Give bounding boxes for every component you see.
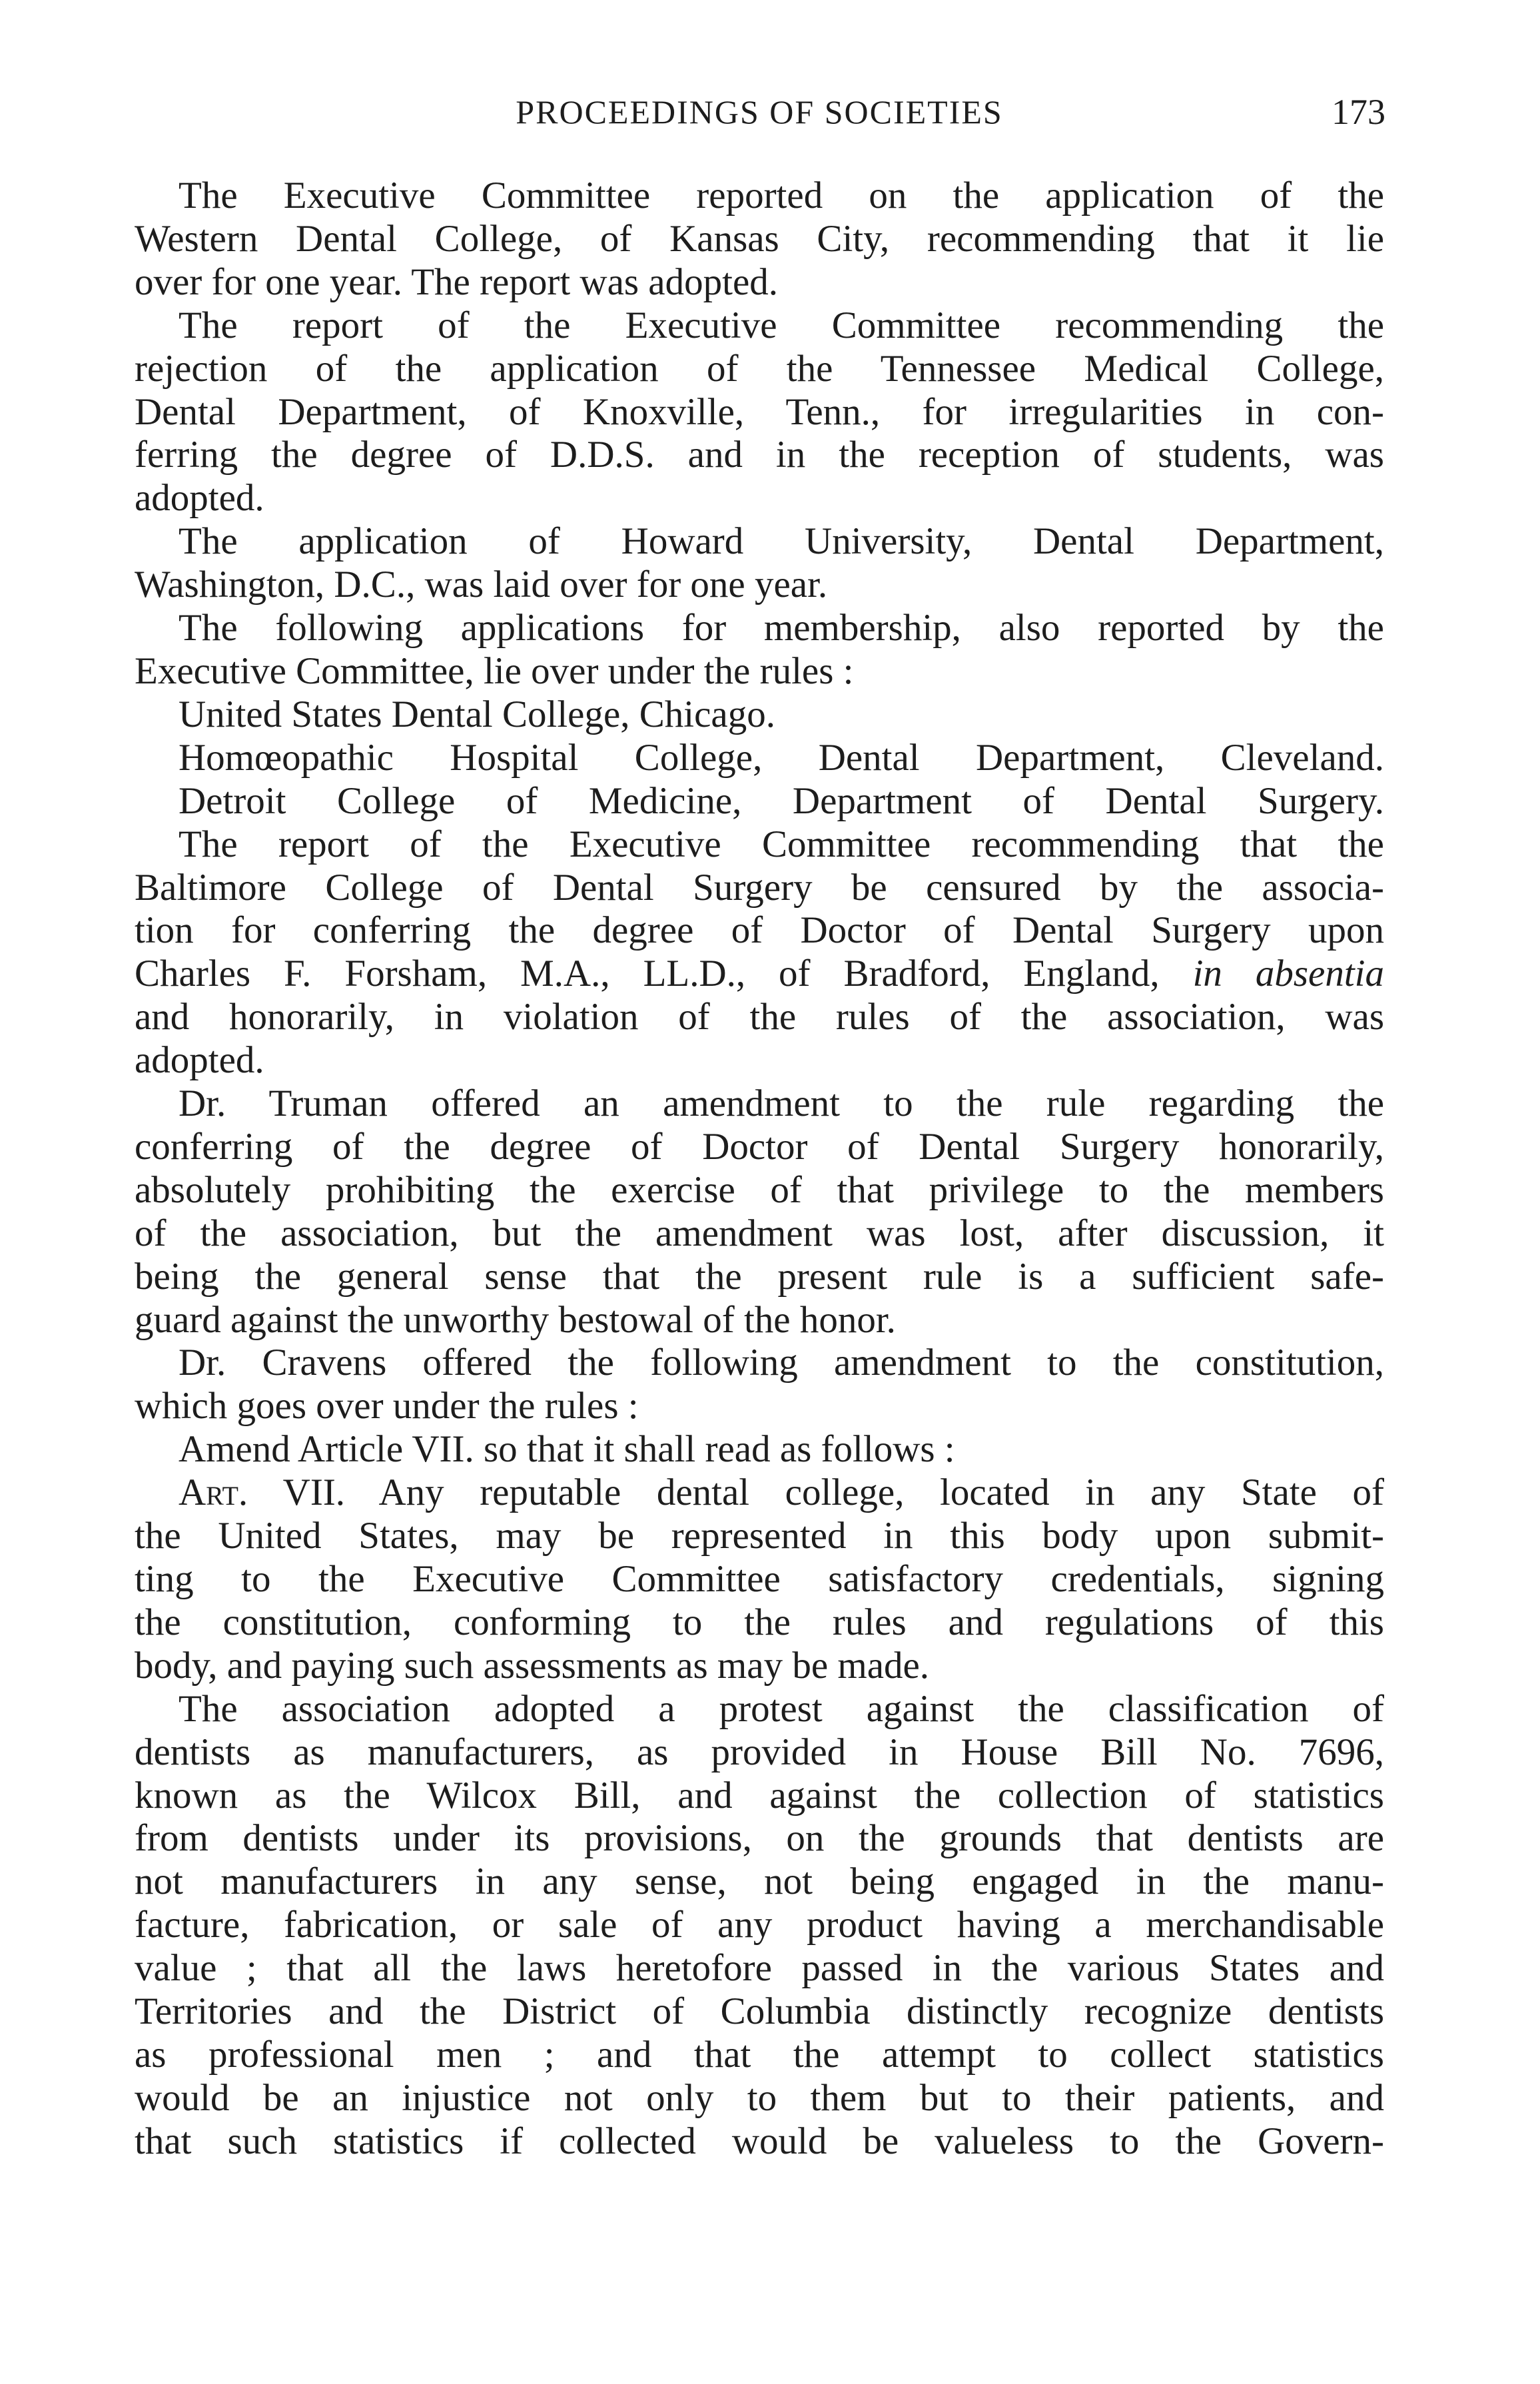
text-line: Washington, D.C., was laid over for one year. (135, 564, 828, 606)
text-line: body, and paying such assessments as may be made. (135, 1644, 930, 1687)
page-number: 173 (1332, 92, 1385, 132)
text-line: guard against the unworthy bestowal of the honor. (135, 1298, 896, 1341)
text-line: conferring of the degree of Doctor of Dental Surgery honorarily, (135, 1125, 1384, 1168)
paragraph (135, 1688, 1384, 2164)
paragraph (135, 780, 1384, 823)
text-line: Detroit College of Medicine, Department of Dental Surgery. (179, 779, 1384, 822)
text-line: Territories and the District of Columbia distinctly recognize dentists (135, 1990, 1384, 2033)
text-line: would be an injustice not only to them but to their patients, and (135, 2076, 1384, 2119)
text-line: adopted. (135, 477, 264, 520)
paragraph (135, 693, 1384, 737)
text-line: The report of the Executive Committee recommending the (179, 304, 1384, 346)
paragraph (135, 520, 1384, 607)
text-line: The application of Howard University, Dental Department, (179, 520, 1384, 563)
text-line-with-italic (135, 953, 1384, 996)
text-line: United States Dental College, Chicago. (179, 693, 775, 735)
text-line: value ; that all the laws heretofore passed in the various States and (135, 1947, 1384, 1990)
text-line: the constitution, conforming to the rules and regulations of this (135, 1601, 1384, 1643)
text-line: rejection of the application of the Tennessee Medical College, (135, 347, 1384, 390)
text-line: of the association, but the amendment was lost, after discussion, it (135, 1212, 1384, 1254)
text-line: Executive Committee, lie over under the rules : (135, 649, 854, 692)
running-title: PROCEEDINGS OF SOCIETIES (516, 93, 1003, 131)
paragraph (135, 175, 1384, 304)
article-label: Art. (179, 1471, 248, 1514)
body-text (135, 175, 1384, 2164)
text-line: over for one year. The report was adopted. (135, 260, 778, 303)
text-line: being the general sense that the present rule is a sufficient safe- (135, 1255, 1384, 1298)
paragraph (135, 607, 1384, 693)
text-line: ting to the Executive Committee satisfactory credentials, signing (135, 1558, 1384, 1600)
text-line: not manufacturers in any sense, not being engaged in the manu- (135, 1860, 1384, 1903)
text-line: that such statistics if collected would be valueless to the Govern- (135, 2120, 1384, 2162)
text-line: The following applications for membership, also reported by the (179, 607, 1384, 649)
running-head (133, 85, 1385, 139)
text-line: Homœopathic Hospital College, Dental Department, Cleveland. (179, 736, 1384, 779)
text-line: Baltimore College of Dental Surgery be censured by the associa- (135, 866, 1384, 909)
text-line: The Executive Committee reported on the application of the (179, 175, 1384, 216)
paragraph (135, 1471, 1384, 1688)
paragraph (135, 1082, 1384, 1342)
text-line: absolutely prohibiting the exercise of that privilege to the members (135, 1168, 1384, 1211)
paragraph (135, 823, 1384, 1082)
text-line: the United States, may be represented in this body upon submit- (135, 1515, 1384, 1557)
text-line: adopted. (135, 1039, 264, 1082)
text-line: ferring the degree of D.D.S. and in the reception of students, was (135, 434, 1384, 476)
text-segment: VII. Any reputable dental college, located in any State of (282, 1471, 1384, 1514)
text-line: Dental Department, of Knoxville, Tenn., for irregularities in con- (135, 390, 1384, 433)
text-line: Dr. Cravens offered the following amendment to the constitution, (179, 1342, 1384, 1384)
text-line: Dr. Truman offered an amendment to the rule regarding the (179, 1082, 1384, 1125)
paragraph (135, 304, 1384, 521)
text-line: dentists as manufacturers, as provided in House Bill No. 7696, (135, 1731, 1384, 1773)
text-segment: Charles F. Forsham, M.A., LL.D., of Bradford, England, (135, 953, 1160, 995)
italic-phrase: in absentia (1192, 953, 1384, 995)
text-line: known as the Wilcox Bill, and against the collection of statistics (135, 1774, 1384, 1816)
text-line: tion for conferring the degree of Doctor of Dental Surgery upon (135, 909, 1384, 952)
text-line: from dentists under its provisions, on the grounds that dentists are (135, 1817, 1384, 1860)
text-line: facture, fabrication, or sale of any product having a merchandisable (135, 1904, 1384, 1946)
paragraph (135, 1342, 1384, 1428)
text-line: The report of the Executive Committee recommending that the (179, 823, 1384, 865)
text-line: Western Dental College, of Kansas City, recommending that it lie (135, 217, 1384, 260)
paragraph (135, 737, 1384, 780)
text-line: as professional men ; and that the attempt to collect statistics (135, 2033, 1384, 2076)
text-line-with-label (135, 1471, 1384, 1515)
text-line: which goes over under the rules : (135, 1385, 639, 1427)
text-line: and honorarily, in violation of the rules of the association, was (135, 996, 1384, 1038)
text-line: The association adopted a protest against the classification of (179, 1687, 1384, 1730)
text-line: Amend Article VII. so that it shall read as follows : (179, 1428, 955, 1471)
paragraph (135, 1428, 1384, 1471)
